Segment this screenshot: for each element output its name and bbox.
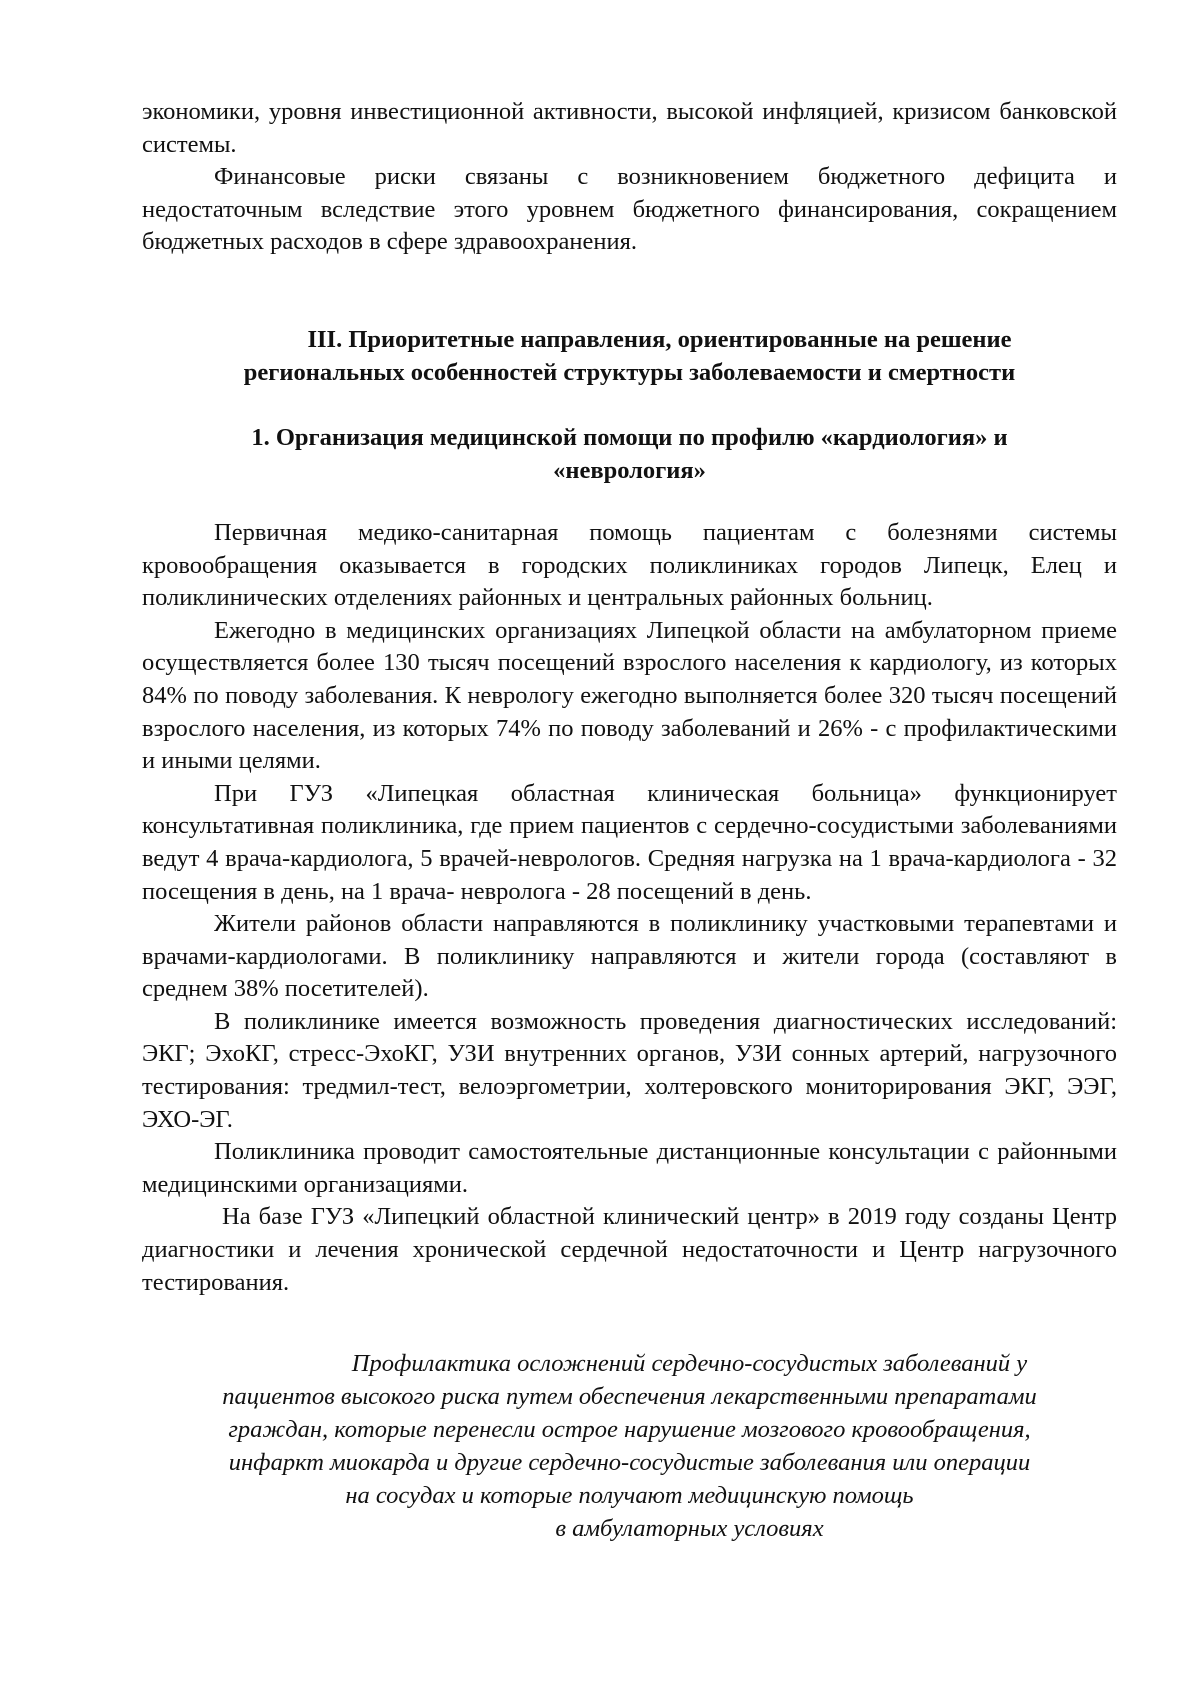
spacer [142, 487, 1117, 517]
section-heading [142, 323, 1117, 356]
italic-heading-line-1: Профилактика осложнений сердечно-сосудистых заболеваний у [351, 1350, 1028, 1378]
paragraph-referrals: Жители районов области направляются в поликлинику участковыми терапевтами и врачами-кардиологами. В поликлинику направляются и жители города (составляют в среднем 38% посетителей). [142, 910, 1117, 1003]
italic-heading-line-5: на сосудах и которые получают медицинскую помощь [345, 1482, 914, 1510]
paragraph-annual-visits: Ежегодно в медицинских организациях Липецкой области на амбулаторном приеме осуществляется более 130 тысяч посещений взрослого населения к кардиологу, из которых 84% по поводу заболевания. К неврологу ежегодно выполняется более 320 тысяч посещений взрослого населения, из которых 74% по поводу заболеваний и 26% - с профилактическими и иными целями. [142, 616, 1117, 775]
italic-heading-line-3: граждан, которые перенесли острое нарушение мозгового кровообращения, [228, 1416, 1031, 1444]
italic-heading-line-4: инфаркт миокарда и другие сердечно-сосудистые заболевания или операции [228, 1449, 1031, 1477]
italic-heading-line-6: в амбулаторных условиях [555, 1515, 824, 1543]
paragraph-diagnostics: В поликлинике имеется возможность проведения диагностических исследований: ЭКГ; ЭхоКГ, стресс-ЭхоКГ, УЗИ внутренних органов, УЗИ сонных артерий, нагрузочного тестирования: тредмил-тест, велоэргометрии, холтеровского мониторирования ЭКГ, ЭЭГ, ЭХО-ЭГ. [142, 1007, 1117, 1133]
section-heading-line-1: III. Приоритетные направления, ориентированные на решение [307, 325, 1012, 353]
spacer [142, 1299, 1117, 1347]
spacer [142, 259, 1117, 323]
subheading-line-2: «неврология» [553, 456, 706, 484]
section-heading-line-2: региональных особенностей структуры заболеваемости и смертности [243, 358, 1016, 386]
paragraph-regional-hospital: При ГУЗ «Липецкая областная клиническая больница» функционирует консультативная поликлиника, где прием пациентов с сердечно-сосудистыми заболеваниями ведут 4 врача-кардиолога, 5 врачей-неврологов. Средняя нагрузка на 1 врача-кардиолога - 32 посещения в день, на 1 врача- невролога - 28 посещений в день. [142, 779, 1117, 905]
paragraph-remote-consultations: Поликлиника проводит самостоятельные дистанционные консультации с районными медицинскими организациями. [142, 1138, 1117, 1198]
paragraph-primary-care: Первичная медико-санитарная помощь пациентам с болезнями системы кровообращения оказывается в городских поликлиниках городов Липецк, Елец и поликлинических отделениях районных и центральных районных больниц. [142, 518, 1117, 612]
paragraph-heart-center: На базе ГУЗ «Липецкий областной клинический центр» в 2019 году созданы Центр диагностики и лечения хронической сердечной недостаточности и Центр нагрузочного тестирования. [142, 1203, 1117, 1296]
paragraph-economy-risks: экономики, уровня инвестиционной активности, высокой инфляцией, кризисом банковской системы. [142, 98, 1117, 158]
document-page [142, 96, 1117, 1545]
subheading-line-1: 1. Организация медицинской помощи по профилю «кардиология» и [251, 423, 1008, 451]
spacer [142, 389, 1117, 421]
paragraph-financial-risks: Финансовые риски связаны с возникновением бюджетного дефицита и недостаточным вследствие этого уровнем бюджетного финансирования, сокращением бюджетных расходов в сфере здравоохранения. [142, 163, 1117, 256]
italic-heading [142, 1347, 1117, 1545]
italic-heading-line-2: пациентов высокого риска путем обеспечения лекарственными препаратами [222, 1383, 1037, 1411]
